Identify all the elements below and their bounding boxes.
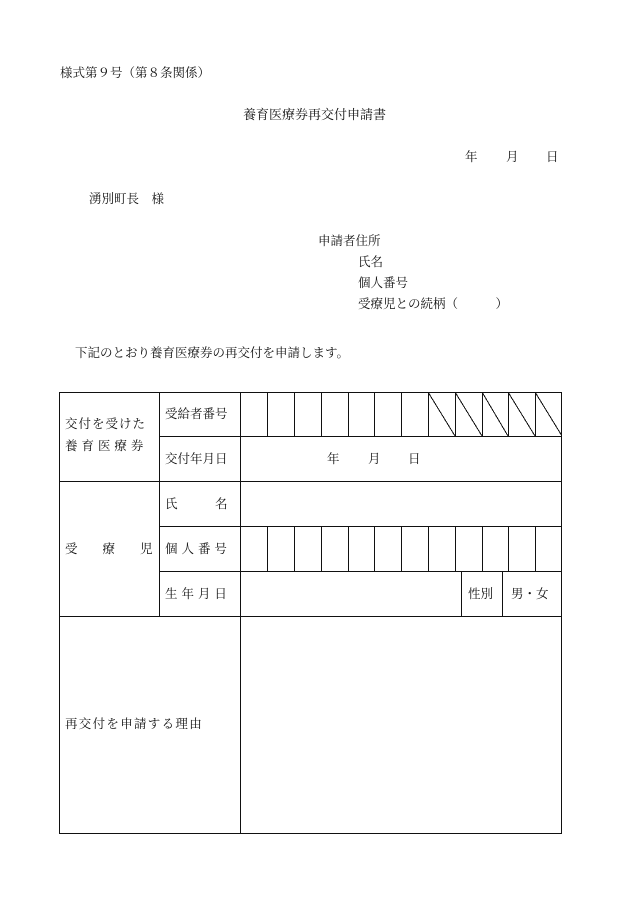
document-title: 養育医療券再交付申請書 — [243, 108, 387, 123]
date-day-label: 日 — [546, 149, 559, 164]
patient-birth-date-label: 生 年 月 日 — [165, 586, 227, 601]
reason-label: 再交付を申請する理由 — [65, 716, 204, 731]
form-number: 様式第９号（第８条関係） — [60, 65, 211, 80]
issued-ticket-header-line1: 交付を受けた — [65, 416, 147, 431]
date-month-label: 月 — [506, 149, 519, 164]
patient-header: 受 療 児 — [65, 541, 153, 556]
patient-birth-date-field[interactable] — [241, 572, 461, 616]
applicant-number-label: 個人番号 — [358, 275, 409, 290]
applicant-address-label: 申請者住所 — [318, 233, 381, 248]
request-statement: 下記のとおり養育医療券の再交付を申請します。 — [75, 345, 350, 360]
sex-label: 性別 — [468, 586, 494, 601]
struck-box — [508, 392, 535, 436]
patient-name-field[interactable] — [241, 482, 561, 526]
struck-box — [535, 392, 562, 436]
recipient-number-label: 受給者番号 — [165, 406, 228, 421]
applicant-relation-label: 受療児との続柄（ ） — [358, 296, 509, 311]
issue-date-month: 月 — [368, 451, 381, 466]
applicant-name-label: 氏名 — [358, 254, 384, 269]
struck-box — [482, 392, 508, 436]
patient-personal-number-label: 個 人 番 号 — [165, 541, 227, 556]
date-year-label: 年 — [465, 149, 478, 164]
sex-options: 男・女 — [511, 586, 549, 601]
application-table — [59, 392, 562, 834]
issue-date-label: 交付年月日 — [165, 451, 228, 466]
struck-box — [455, 392, 482, 436]
struck-box — [428, 392, 455, 436]
issue-date-year: 年 — [327, 451, 340, 466]
patient-name-label: 氏 名 — [165, 496, 228, 511]
addressee: 湧別町長 様 — [89, 191, 165, 206]
issue-date-day: 日 — [408, 451, 421, 466]
reason-field[interactable] — [241, 617, 561, 833]
issued-ticket-header-line2: 養 育 医 療 券 — [65, 438, 144, 453]
